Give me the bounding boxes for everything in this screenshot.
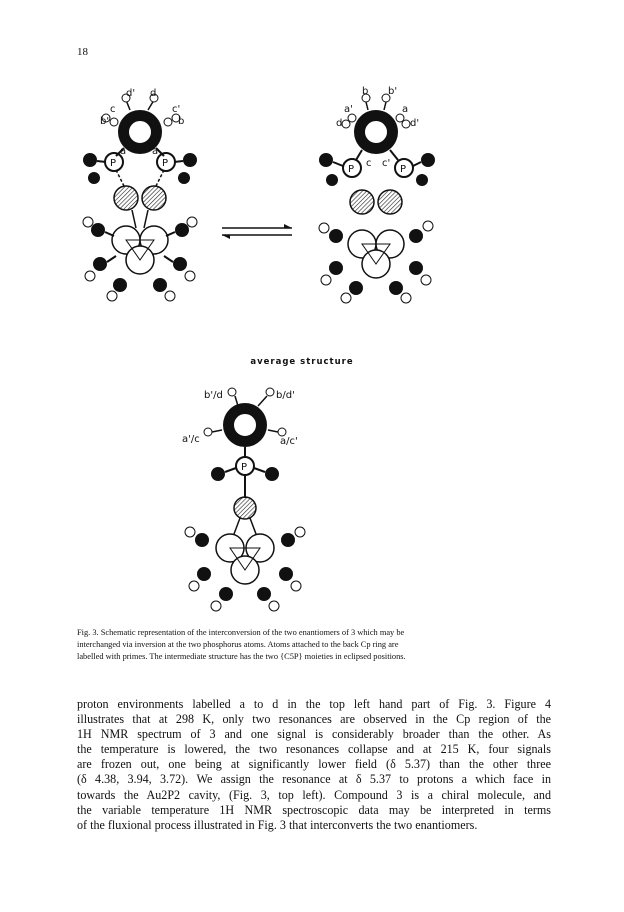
label-r-d: d <box>336 118 343 129</box>
right-enantiomer <box>319 86 435 303</box>
label-avg-ac1: a'/c <box>182 434 200 445</box>
label-b-prime: b' <box>100 116 110 127</box>
label-a: a <box>152 146 159 157</box>
label-p-left-2: P <box>162 158 169 169</box>
label-p-left-1: P <box>110 158 117 169</box>
label-r-b: b <box>362 86 369 97</box>
label-a-prime: a' <box>120 146 129 157</box>
caption-line-2: interchanged via inversion at the two phosphorus atoms. Atoms attached to the back Cp ring are <box>77 640 399 649</box>
body-line-7: towards the Au2P2 cavity, (Fig. 3, top left). Compound 3 is a chiral molecule, and <box>77 787 551 802</box>
body-line-8: the variable temperature 1H NMR spectroscopic data may be interpreted in terms <box>77 802 551 817</box>
body-line-2: illustrates that at 298 K, only two resonances are observed in the Cp region of the <box>77 712 551 727</box>
left-enantiomer <box>83 88 197 301</box>
label-r-p1: P <box>348 164 355 175</box>
figure-caption <box>77 627 549 663</box>
body-line-5: are frozen out, one being at significantly lower field (δ 5.37) than the other three <box>77 757 551 772</box>
label-avg-bd2: b/d' <box>276 390 295 401</box>
label-r-c: c <box>366 158 372 169</box>
label-r-a-prime: a' <box>344 104 353 115</box>
caption-line-3: labelled with primes. The intermediate structure has the two {C5P} moieties in eclipsed positions. <box>77 652 406 661</box>
label-r-p2: P <box>400 164 407 175</box>
body-line-6: (δ 4.38, 3.94, 3.72). We assign the resonance at δ 5.37 to protons a which face in <box>77 772 551 787</box>
label-r-b-prime: b' <box>388 86 398 97</box>
label-r-c-prime: c' <box>382 158 391 169</box>
page-number: 18 <box>77 46 88 58</box>
label-d-prime: d' <box>126 88 136 99</box>
molecule-diagram <box>70 80 550 620</box>
label-avg-p: P <box>241 462 248 473</box>
body-line-1: proton environments labelled a to d in the top left hand part of Fig. 3. Figure 4 <box>77 697 551 711</box>
label-d: d <box>150 88 157 99</box>
label-r-a: a <box>402 104 409 115</box>
average-structure-title: average structure <box>250 357 354 367</box>
body-line-9: of the fluxional process illustrated in Fig. 3 that interconverts the two enantiomers. <box>77 817 478 832</box>
average-structure <box>182 388 305 611</box>
label-r-d-prime: d' <box>410 118 420 129</box>
label-avg-bd1: b'/d <box>204 390 223 401</box>
label-avg-ac2: a/c' <box>280 436 298 447</box>
label-c-prime: c' <box>172 104 181 115</box>
body-line-4: the temperature is lowered, the two resonances collapse and at 215 K, four signals <box>77 742 551 757</box>
body-paragraph <box>77 697 551 833</box>
label-b: b <box>178 116 185 127</box>
caption-line-1: Fig. 3. Schematic representation of the interconversion of the two enantiomers of 3 which may be <box>77 628 405 637</box>
body-line-3: 1H NMR spectrum of 3 and one signal is considerably broader than the other. As <box>77 727 551 742</box>
label-c: c <box>110 104 116 115</box>
equilibrium-arrows <box>222 224 292 239</box>
figure-3 <box>70 80 550 620</box>
